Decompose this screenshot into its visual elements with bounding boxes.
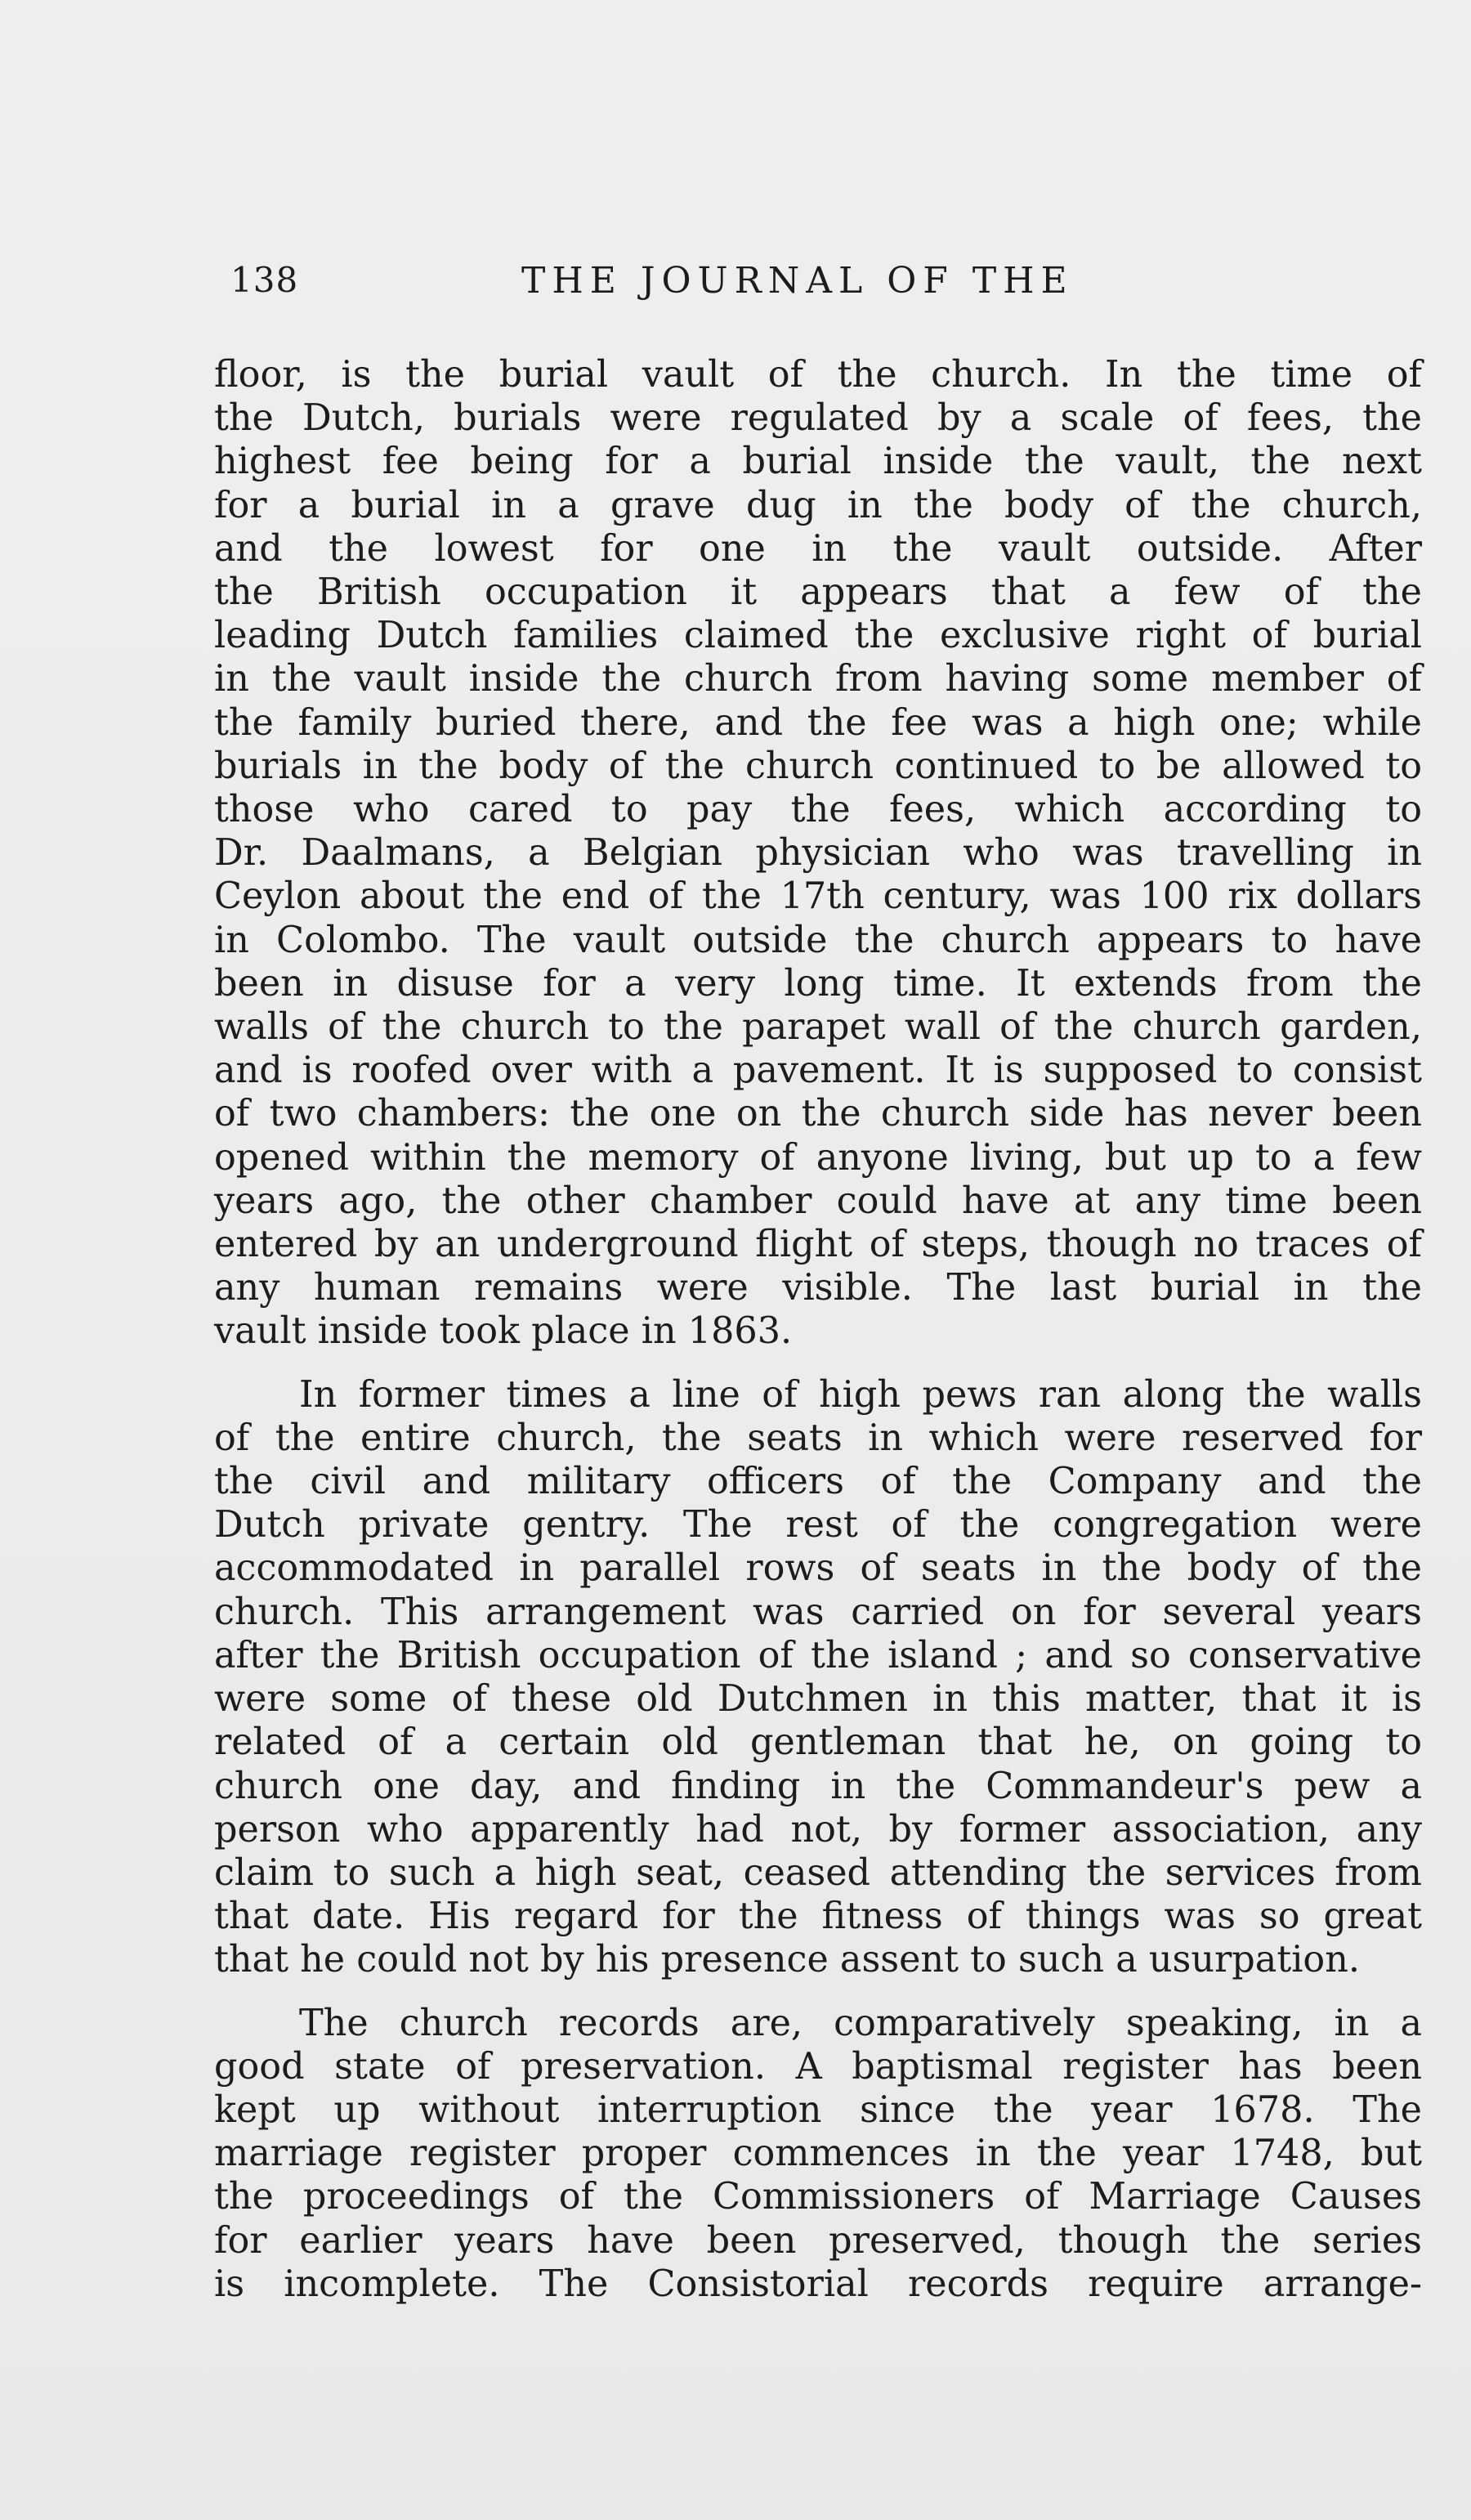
paragraph (214, 2002, 1422, 2306)
text-line: church. This arrangement was carried on for several years (214, 1591, 1422, 1633)
text-line: that he could not by his presence assent to such a usurpation. (214, 1939, 1361, 1981)
text-line: burials in the body of the church continued to be allowed to (214, 745, 1422, 787)
page-number: 138 (230, 260, 299, 300)
running-head (230, 260, 1424, 309)
text-line: marriage register proper commences in the year 1748, but (214, 2133, 1422, 2175)
text-line: accommodated in parallel rows of seats in the body of the (214, 1547, 1422, 1590)
text-line: the Dutch, burials were regulated by a scale of fees, the (214, 397, 1422, 440)
paragraph (214, 353, 1422, 1354)
text-line: The church records are, comparatively speaking, in a (299, 2002, 1422, 2044)
text-line: in Colombo. The vault outside the church appears to have (214, 919, 1422, 961)
text-line: the family buried there, and the fee was a high one; while (214, 701, 1422, 744)
text-line: is incomplete. The Consistorial records require arrange- (214, 2263, 1422, 2305)
text-line: those who cared to pay the fees, which according to (214, 789, 1422, 831)
text-line: church one day, and finding in the Commandeur's pew a (214, 1765, 1422, 1807)
text-line: after the British occupation of the island ; and so conservative (214, 1634, 1422, 1676)
text-line: of two chambers: the one on the church side has never been (214, 1093, 1422, 1135)
paragraph (214, 1373, 1422, 1982)
text-line: years ago, the other chamber could have at any time been (214, 1179, 1422, 1222)
text-line: entered by an underground flight of steps, though no traces of (214, 1224, 1422, 1266)
body-text (214, 353, 1422, 2306)
text-line: the civil and military officers of the Company and the (214, 1461, 1422, 1503)
text-line: Dr. Daalmans, a Belgian physician who was travelling in (214, 832, 1422, 875)
paragraph-gap (214, 1354, 1422, 1373)
text-line: the British occupation it appears that a few of the (214, 571, 1422, 614)
text-line: and is roofed over with a pavement. It is supposed to consist (214, 1050, 1422, 1092)
journal-title: THE JOURNAL OF THE (521, 260, 1074, 302)
text-line: person who apparently had not, by former association, any (214, 1808, 1422, 1851)
text-line: vault inside took place in 1863. (214, 1310, 793, 1353)
text-line: that date. His regard for the fitness of things was so great (214, 1896, 1422, 1938)
text-line: kept up without interruption since the year 1678. The (214, 2088, 1422, 2131)
text-line: and the lowest for one in the vault outside. After (214, 527, 1422, 570)
text-line: of the entire church, the seats in which were reserved for (214, 1417, 1422, 1459)
text-line: floor, is the burial vault of the church. In the time of (214, 354, 1422, 396)
text-line: been in disuse for a very long time. It extends from the (214, 962, 1422, 1005)
text-line: related of a certain old gentleman that he, on going to (214, 1721, 1422, 1764)
text-line: the proceedings of the Commissioners of Marriage Causes (214, 2176, 1422, 2218)
text-line: in the vault inside the church from having some member of (214, 658, 1422, 700)
paragraph-gap (214, 1982, 1422, 2002)
text-line: opened within the memory of anyone living, but up to a few (214, 1136, 1422, 1179)
text-line: Ceylon about the end of the 17th century, was 100 rix dollars (214, 875, 1422, 918)
text-line: for earlier years have been preserved, though the series (214, 2219, 1422, 2262)
text-line: were some of these old Dutchmen in this matter, that it is (214, 1678, 1422, 1721)
text-line: walls of the church to the parapet wall of the church garden, (214, 1006, 1422, 1049)
text-line: Dutch private gentry. The rest of the congregation were (214, 1504, 1422, 1546)
text-line: claim to such a high seat, ceased attending the services from (214, 1851, 1422, 1894)
text-line: good state of preservation. A baptismal register has been (214, 2045, 1422, 2088)
text-line: leading Dutch families claimed the exclusive right of burial (214, 615, 1422, 657)
text-line: highest fee being for a burial inside the vault, the next (214, 441, 1422, 483)
text-line: for a burial in a grave dug in the body of the church, (214, 484, 1422, 526)
text-line: any human remains were visible. The last burial in the (214, 1267, 1422, 1309)
text-line: In former times a line of high pews ran along the walls (299, 1373, 1422, 1416)
